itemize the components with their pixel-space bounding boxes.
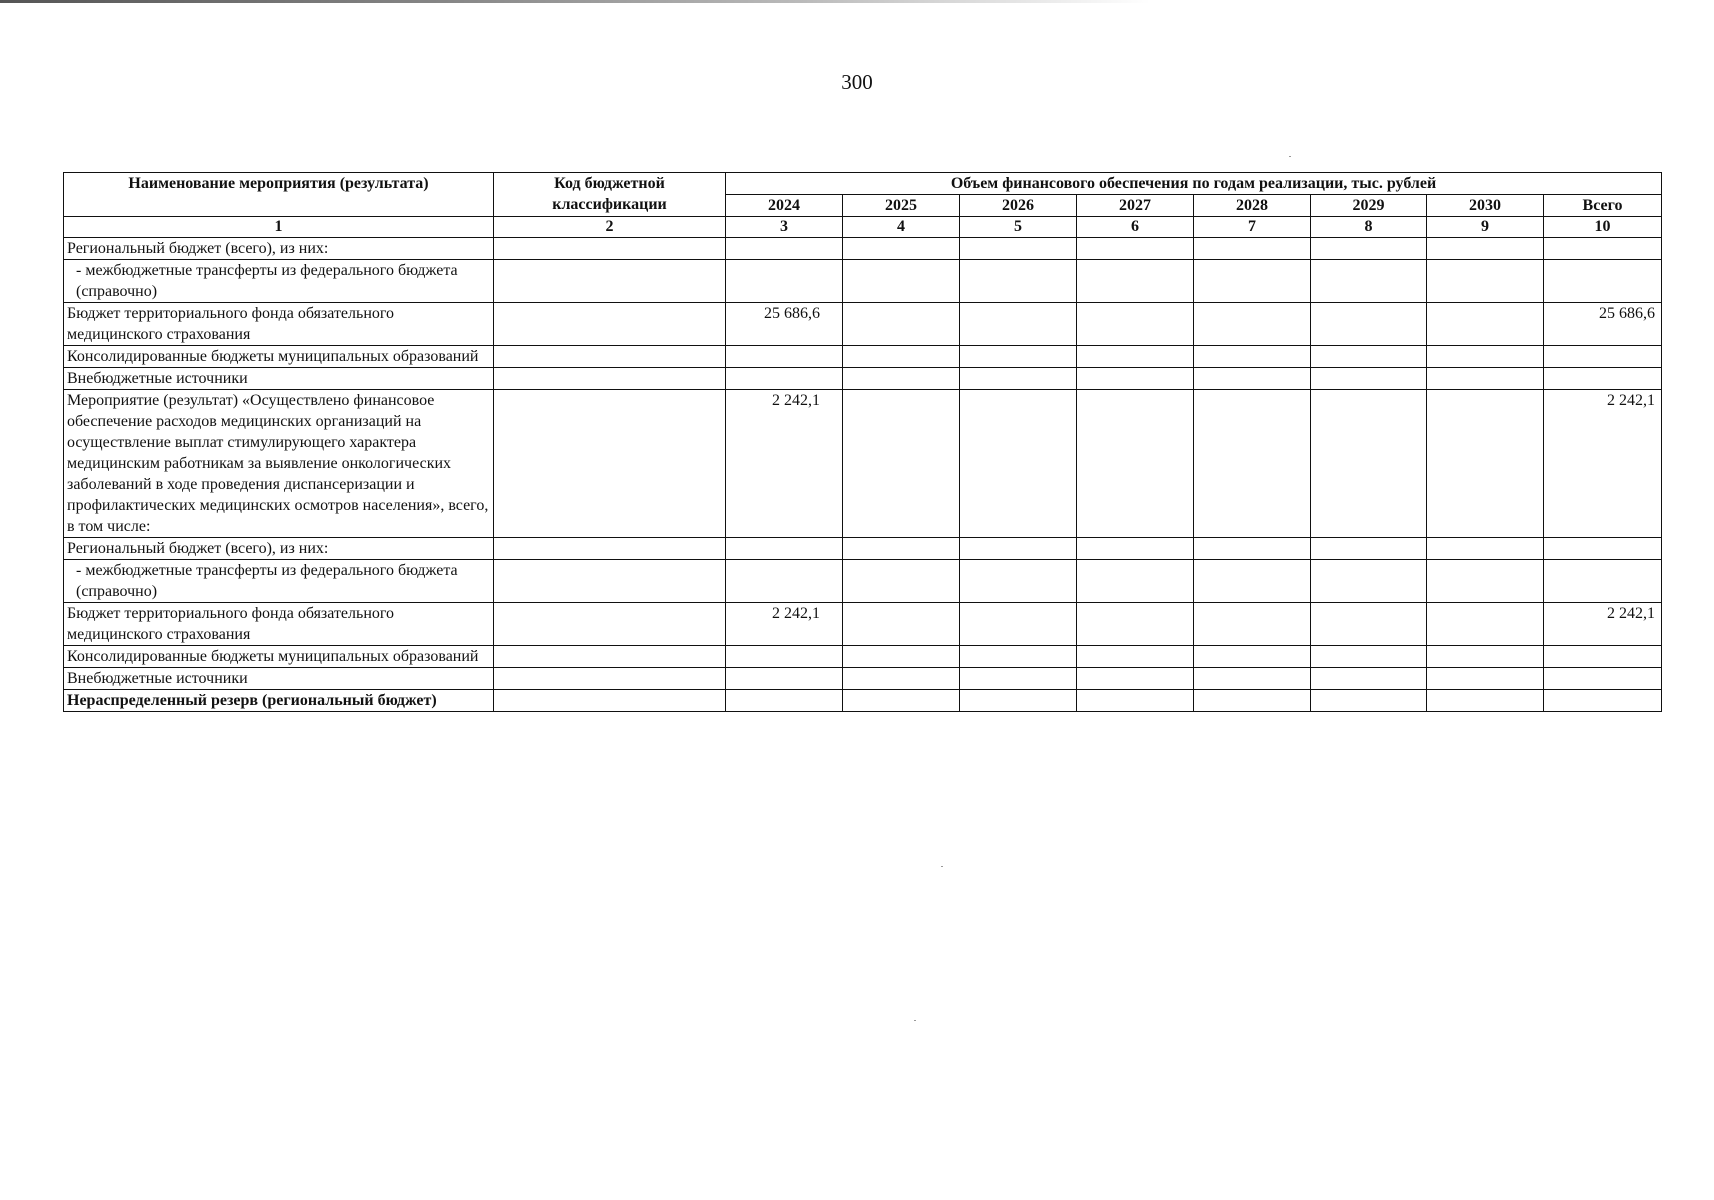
row-year-value: [1077, 668, 1194, 690]
row-year-value: [1311, 368, 1427, 390]
row-year-value: 2 242,1: [726, 603, 843, 646]
row-code: [494, 668, 726, 690]
table-row: [64, 603, 1662, 646]
row-year-value: [1427, 238, 1544, 260]
row-year-value: [1194, 303, 1311, 346]
header-year: 2025: [843, 195, 960, 217]
row-year-value: [1077, 646, 1194, 668]
row-year-value: [1311, 603, 1427, 646]
row-year-value: [726, 368, 843, 390]
row-year-value: [960, 303, 1077, 346]
row-year-value: [960, 238, 1077, 260]
row-year-value: [960, 346, 1077, 368]
row-year-value: [1427, 560, 1544, 603]
row-year-value: [1077, 346, 1194, 368]
header-year: 2026: [960, 195, 1077, 217]
header-year: 2028: [1194, 195, 1311, 217]
row-total-value: [1544, 538, 1662, 560]
col-number: 7: [1194, 217, 1311, 238]
row-year-value: [1311, 260, 1427, 303]
row-year-value: [960, 260, 1077, 303]
row-name: - межбюджетные трансферты из федерального бюджета (справочно): [64, 260, 494, 303]
row-year-value: [1427, 390, 1544, 538]
row-year-value: [843, 603, 960, 646]
row-year-value: [726, 260, 843, 303]
row-code: [494, 368, 726, 390]
row-year-value: [1427, 668, 1544, 690]
row-year-value: [1194, 603, 1311, 646]
row-year-value: [1427, 260, 1544, 303]
header-year: 2030: [1427, 195, 1544, 217]
col-number: 10: [1544, 217, 1662, 238]
row-code: [494, 690, 726, 712]
row-total-value: [1544, 260, 1662, 303]
row-year-value: [726, 238, 843, 260]
row-year-value: [843, 690, 960, 712]
row-year-value: [960, 390, 1077, 538]
row-name: Мероприятие (результат) «Осуществлено финансовое обеспечение расходов медицинских организаций на осуществление выплат стимулирующего характера медицинским работникам за выявление онкологических заболеваний в ходе проведения диспансеризации и профилактических медицинских осмотров населения», всего, в том числе:: [64, 390, 494, 538]
row-code: [494, 603, 726, 646]
row-name: Внебюджетные источники: [64, 668, 494, 690]
header-code: Код бюджетной классификации: [494, 173, 726, 217]
col-number: 3: [726, 217, 843, 238]
row-year-value: [1311, 303, 1427, 346]
row-year-value: [1077, 303, 1194, 346]
row-total-value: [1544, 668, 1662, 690]
row-year-value: [1311, 390, 1427, 538]
row-name: Нераспределенный резерв (региональный бюджет): [64, 690, 494, 712]
row-year-value: [1311, 238, 1427, 260]
row-year-value: [1077, 260, 1194, 303]
row-year-value: [1311, 646, 1427, 668]
row-year-value: [843, 368, 960, 390]
col-number: 5: [960, 217, 1077, 238]
row-year-value: [1427, 303, 1544, 346]
row-year-value: [1427, 646, 1544, 668]
row-total-value: [1544, 346, 1662, 368]
row-year-value: [960, 668, 1077, 690]
row-code: [494, 238, 726, 260]
row-name: Региональный бюджет (всего), из них:: [64, 238, 494, 260]
table-row: [64, 668, 1662, 690]
row-year-value: [1311, 346, 1427, 368]
row-total-value: [1544, 238, 1662, 260]
row-code: [494, 560, 726, 603]
row-year-value: [960, 603, 1077, 646]
row-year-value: [843, 260, 960, 303]
scan-speck: [941, 866, 943, 867]
row-code: [494, 346, 726, 368]
row-year-value: [1077, 560, 1194, 603]
row-code: [494, 538, 726, 560]
table-row: [64, 646, 1662, 668]
col-number: 6: [1077, 217, 1194, 238]
table-row: [64, 260, 1662, 303]
page-number: 300: [841, 70, 873, 94]
row-year-value: [1194, 368, 1311, 390]
row-name: Консолидированные бюджеты муниципальных образований: [64, 346, 494, 368]
financing-table: [63, 172, 1662, 712]
row-name: - межбюджетные трансферты из федерального бюджета (справочно): [64, 560, 494, 603]
row-year-value: [1427, 690, 1544, 712]
row-code: [494, 390, 726, 538]
row-year-value: [726, 560, 843, 603]
header-name: Наименование мероприятия (результата): [64, 173, 494, 217]
row-year-value: [1194, 560, 1311, 603]
row-code: [494, 260, 726, 303]
table-row: [64, 368, 1662, 390]
col-number: 2: [494, 217, 726, 238]
row-year-value: [726, 690, 843, 712]
row-total-value: 2 242,1: [1544, 390, 1662, 538]
row-year-value: [960, 560, 1077, 603]
row-year-value: [1311, 668, 1427, 690]
header-total: Всего: [1544, 195, 1662, 217]
row-year-value: [1311, 690, 1427, 712]
table-row: [64, 238, 1662, 260]
table-row: [64, 690, 1662, 712]
row-year-value: [726, 346, 843, 368]
row-year-value: [1194, 668, 1311, 690]
row-total-value: [1544, 646, 1662, 668]
header-year: 2027: [1077, 195, 1194, 217]
table-row: [64, 560, 1662, 603]
row-name: Региональный бюджет (всего), из них:: [64, 538, 494, 560]
row-year-value: [1077, 368, 1194, 390]
scan-edge-line: [0, 0, 1150, 3]
row-total-value: [1544, 690, 1662, 712]
row-year-value: [843, 646, 960, 668]
row-year-value: [1077, 603, 1194, 646]
row-total-value: [1544, 560, 1662, 603]
table-row: [64, 538, 1662, 560]
row-year-value: [1427, 368, 1544, 390]
row-year-value: [726, 538, 843, 560]
row-year-value: [843, 390, 960, 538]
row-year-value: [960, 368, 1077, 390]
row-name: Консолидированные бюджеты муниципальных образований: [64, 646, 494, 668]
col-number: 1: [64, 217, 494, 238]
row-year-value: 25 686,6: [726, 303, 843, 346]
row-year-value: [1077, 238, 1194, 260]
row-year-value: [843, 303, 960, 346]
row-total-value: 2 242,1: [1544, 603, 1662, 646]
row-year-value: [843, 238, 960, 260]
row-name: Бюджет территориального фонда обязательного медицинского страхования: [64, 303, 494, 346]
row-year-value: [1194, 690, 1311, 712]
row-year-value: [1194, 646, 1311, 668]
row-year-value: [1427, 603, 1544, 646]
row-year-value: [726, 668, 843, 690]
row-year-value: [1194, 346, 1311, 368]
col-number: 4: [843, 217, 960, 238]
row-year-value: [843, 538, 960, 560]
row-year-value: [843, 346, 960, 368]
table-row: [64, 390, 1662, 538]
row-year-value: [843, 560, 960, 603]
col-number: 8: [1311, 217, 1427, 238]
row-code: [494, 646, 726, 668]
scan-speck: [1289, 156, 1291, 157]
header-year: 2024: [726, 195, 843, 217]
row-year-value: [1194, 238, 1311, 260]
row-year-value: [960, 690, 1077, 712]
row-year-value: [1077, 538, 1194, 560]
row-year-value: [1194, 390, 1311, 538]
row-name: Бюджет территориального фонда обязательного медицинского страхования: [64, 603, 494, 646]
row-year-value: [1077, 390, 1194, 538]
header-year: 2029: [1311, 195, 1427, 217]
table-row: [64, 346, 1662, 368]
row-year-value: [960, 538, 1077, 560]
table-body: [64, 238, 1662, 712]
row-name: Внебюджетные источники: [64, 368, 494, 390]
row-year-value: [1427, 538, 1544, 560]
row-year-value: [960, 646, 1077, 668]
row-year-value: [1194, 538, 1311, 560]
row-year-value: 2 242,1: [726, 390, 843, 538]
table-row: [64, 303, 1662, 346]
col-number: 9: [1427, 217, 1544, 238]
header-volume-group: Объем финансового обеспечения по годам реализации, тыс. рублей: [726, 173, 1662, 195]
scan-speck: [914, 1020, 916, 1021]
row-year-value: [1194, 260, 1311, 303]
row-year-value: [1311, 560, 1427, 603]
row-year-value: [1427, 346, 1544, 368]
row-year-value: [726, 646, 843, 668]
row-year-value: [1311, 538, 1427, 560]
row-year-value: [843, 668, 960, 690]
row-total-value: 25 686,6: [1544, 303, 1662, 346]
row-total-value: [1544, 368, 1662, 390]
row-code: [494, 303, 726, 346]
row-year-value: [1077, 690, 1194, 712]
